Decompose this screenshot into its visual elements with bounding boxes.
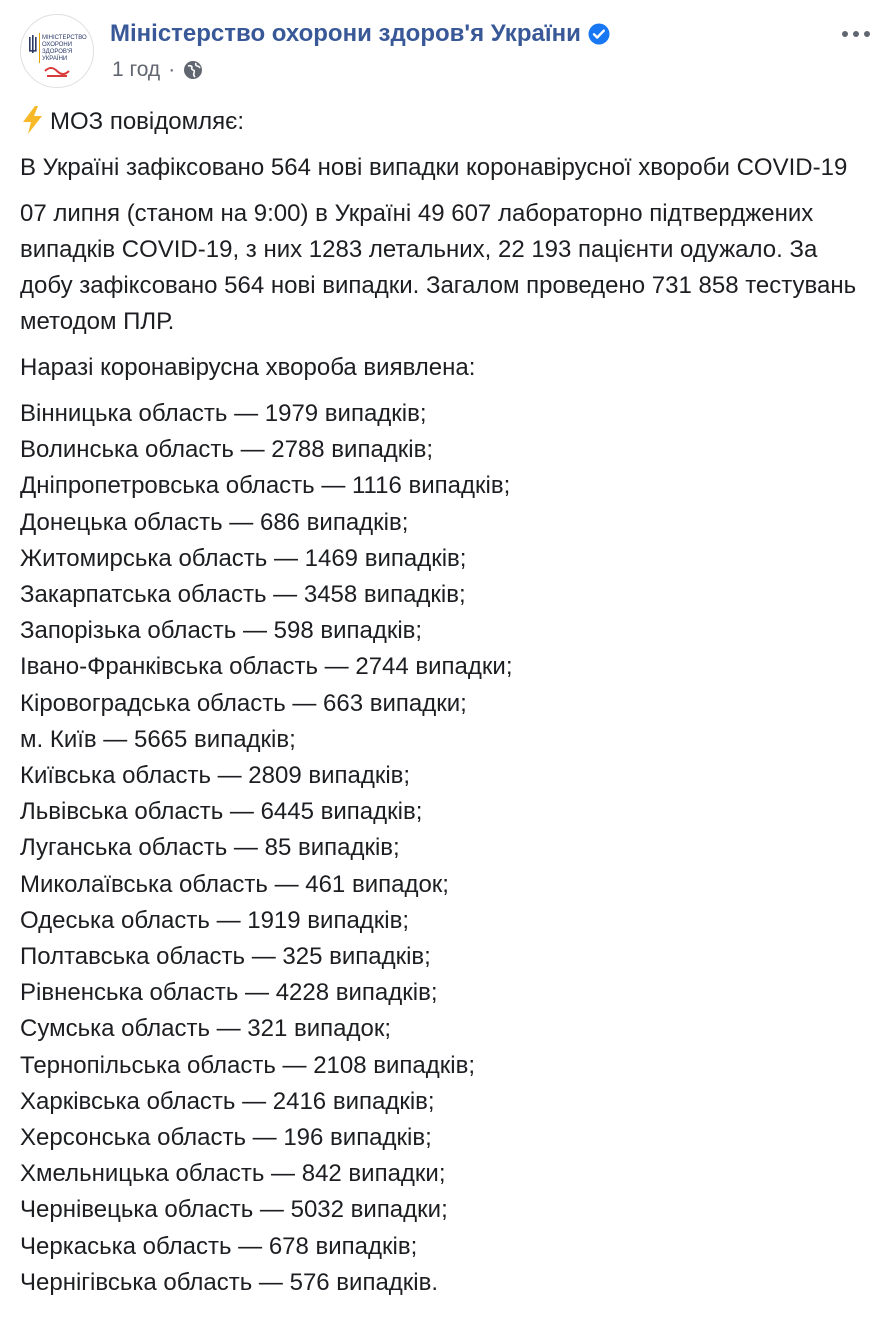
region-list-item: Харківська область — 2416 випадків; bbox=[20, 1087, 435, 1115]
ministry-logo-icon bbox=[21, 15, 93, 87]
more-options-icon[interactable] bbox=[842, 24, 870, 44]
list-intro: Наразі коронавірусна хвороба виявлена: bbox=[20, 354, 476, 381]
post-header bbox=[20, 14, 880, 94]
post-content bbox=[20, 104, 870, 1301]
intro-text: МОЗ повідомляє: bbox=[50, 108, 245, 135]
region-list-item: Миколаївська область — 461 випадок; bbox=[20, 870, 449, 898]
region-list-item: Донецька область — 686 випадків; bbox=[20, 508, 409, 536]
meta-separator: · bbox=[168, 58, 176, 81]
region-list-item: Полтавська область — 325 випадків; bbox=[20, 943, 431, 971]
region-list-item: Сумська область — 321 випадок; bbox=[20, 1015, 392, 1043]
page-name[interactable]: Міністерство охорони здоров'я України bbox=[110, 20, 581, 47]
post-timestamp[interactable]: 1 год bbox=[112, 58, 161, 81]
region-list-item: Черкаська область — 678 випадків; bbox=[20, 1232, 418, 1260]
region-list-item: Рівненська область — 4228 випадків; bbox=[20, 979, 438, 1007]
region-list-item: Закарпатська область — 3458 випадків; bbox=[20, 581, 466, 609]
region-list-item: Хмельницька область — 842 випадки; bbox=[20, 1160, 446, 1188]
region-list-item: Одеська область — 1919 випадків; bbox=[20, 906, 410, 934]
avatar-text-line-2: ОХОРОНИ bbox=[42, 42, 73, 48]
post-summary: 07 липня (станом на 9:00) в Україні 49 607 лабораторно підтверджених випадків COVID-19, з них 1283 летальних, 22 193 пацієнти одужало. За добу зафіксовано 564 нові випадки. Загалом проведено 731 858 тестувань методом ПЛР. bbox=[20, 200, 857, 335]
avatar-text-line-4: УКРАЇНИ bbox=[42, 56, 68, 62]
region-list-item: Херсонська область — 196 випадків; bbox=[20, 1124, 432, 1152]
region-list-item: Запорізька область — 598 випадків; bbox=[20, 617, 423, 645]
page-avatar[interactable] bbox=[20, 14, 94, 88]
region-list-item: Волинська область — 2788 випадків; bbox=[20, 436, 434, 464]
region-list-item: Дніпропетровська область — 1116 випадків; bbox=[20, 472, 511, 500]
region-list-item: м. Київ — 5665 випадків; bbox=[20, 725, 296, 753]
verified-badge-icon bbox=[587, 22, 611, 46]
region-list-item: Львівська область — 6445 випадків; bbox=[20, 798, 423, 826]
region-list-item: Київська область — 2809 випадків; bbox=[20, 762, 411, 790]
post-meta bbox=[112, 58, 203, 82]
region-list-item: Кіровоградська область — 663 випадки; bbox=[20, 689, 467, 717]
lightning-icon bbox=[20, 105, 46, 135]
globe-icon[interactable] bbox=[183, 60, 203, 80]
regions-list bbox=[20, 396, 870, 1301]
region-list-item: Вінницька область — 1979 випадків; bbox=[20, 400, 427, 427]
avatar-text-line-1: МІНІСТЕРСТВО bbox=[42, 35, 87, 41]
avatar-text-line-3: ЗДОРОВ'Я bbox=[42, 49, 73, 55]
region-list-item: Луганська область — 85 випадків; bbox=[20, 834, 400, 862]
region-list-item: Чернігівська область — 576 випадків. bbox=[20, 1268, 439, 1296]
region-list-item: Житомирська область — 1469 випадків; bbox=[20, 544, 467, 572]
region-list-item: Івано-Франківська область — 2744 випадки; bbox=[20, 653, 513, 681]
post-headline: В Україні зафіксовано 564 нові випадки коронавірусної хвороби COVID-19 bbox=[20, 154, 848, 181]
page-name-link[interactable] bbox=[110, 20, 611, 48]
region-list-item: Тернопільська область — 2108 випадків; bbox=[20, 1051, 476, 1079]
region-list-item: Чернівецька область — 5032 випадки; bbox=[20, 1196, 448, 1224]
post-intro bbox=[20, 104, 870, 140]
